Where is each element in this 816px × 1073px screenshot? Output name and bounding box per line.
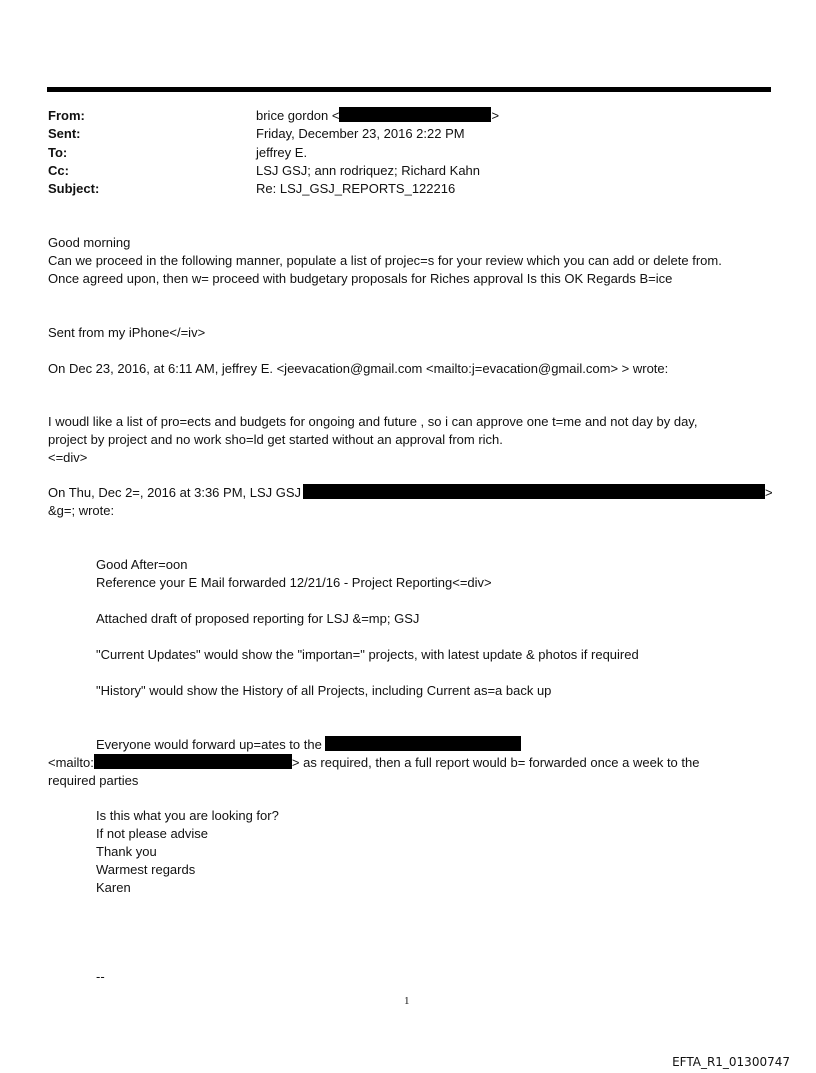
from-value: brice gordon < >	[256, 108, 500, 123]
signature-dashes: --	[96, 969, 105, 984]
redaction-block	[339, 107, 491, 122]
sent-value: Friday, December 23, 2016 2:22 PM	[256, 126, 465, 141]
redaction-block	[325, 736, 521, 751]
to-value: jeffrey E.	[256, 145, 308, 160]
body-line: project by project and no work sho=ld get started without an approval from rich.	[48, 432, 503, 447]
page-number: 1	[404, 995, 410, 1007]
quote-header: On Dec 23, 2016, at 6:11 AM, jeffrey E. <jeevacation@gmail.com <mailto:j=evacation@gmail.com> > wrote:	[48, 361, 669, 376]
body-line: Everyone would forward up=ates to the	[96, 736, 521, 754]
body-line: If not please advise	[96, 826, 209, 841]
body-line: required parties	[48, 773, 139, 788]
body-line: Can we proceed in the following manner, populate a list of projec=s for your review which you can add or delete from.	[48, 253, 722, 268]
redaction-block	[94, 754, 292, 769]
body-line: <=div>	[48, 450, 88, 465]
body-line: Reference your E Mail forwarded 12/21/16 - Project Reporting<=div>	[96, 575, 492, 590]
sent-from-line: Sent from my iPhone</=iv>	[48, 325, 206, 340]
quote-header: On Thu, Dec 2=, 2016 at 3:36 PM, LSJ GSJ >	[48, 485, 773, 500]
from-label: From:	[48, 108, 85, 123]
body-line: Attached draft of proposed reporting for LSJ &=mp; GSJ	[96, 611, 420, 626]
body-line: Once agreed upon, then w= proceed with budgetary proposals for Riches approval Is this OK Regards B=ice	[48, 271, 673, 286]
body-line: Good After=oon	[96, 557, 188, 572]
body-line: Is this what you are looking for?	[96, 808, 279, 823]
body-line: "History" would show the History of all Projects, including Current as=a back up	[96, 683, 552, 698]
greeting: Good morning	[48, 235, 131, 250]
body-line: Karen	[96, 880, 131, 895]
body-line: <mailto: > as required, then a full report would b= forwarded once a week to the	[48, 755, 700, 770]
body-line: I woudl like a list of pro=ects and budgets for ongoing and future , so i can approve one t=me and not day by day,	[48, 414, 698, 429]
header-rule	[47, 87, 771, 92]
body-line: Thank you	[96, 844, 157, 859]
body-line: Warmest regards	[96, 862, 196, 877]
subject-label: Subject:	[48, 181, 100, 196]
to-label: To:	[48, 145, 68, 160]
cc-label: Cc:	[48, 163, 69, 178]
body-line: &g=; wrote:	[48, 503, 115, 518]
sent-label: Sent:	[48, 126, 81, 141]
redaction-block	[303, 484, 765, 499]
document-id: EFTA_R1_01300747	[672, 1055, 790, 1069]
cc-value: LSJ GSJ; ann rodriquez; Richard Kahn	[256, 163, 481, 178]
subject-value: Re: LSJ_GSJ_REPORTS_122216	[256, 181, 456, 196]
body-line: "Current Updates" would show the "importan=" projects, with latest update & photos if required	[96, 647, 639, 662]
